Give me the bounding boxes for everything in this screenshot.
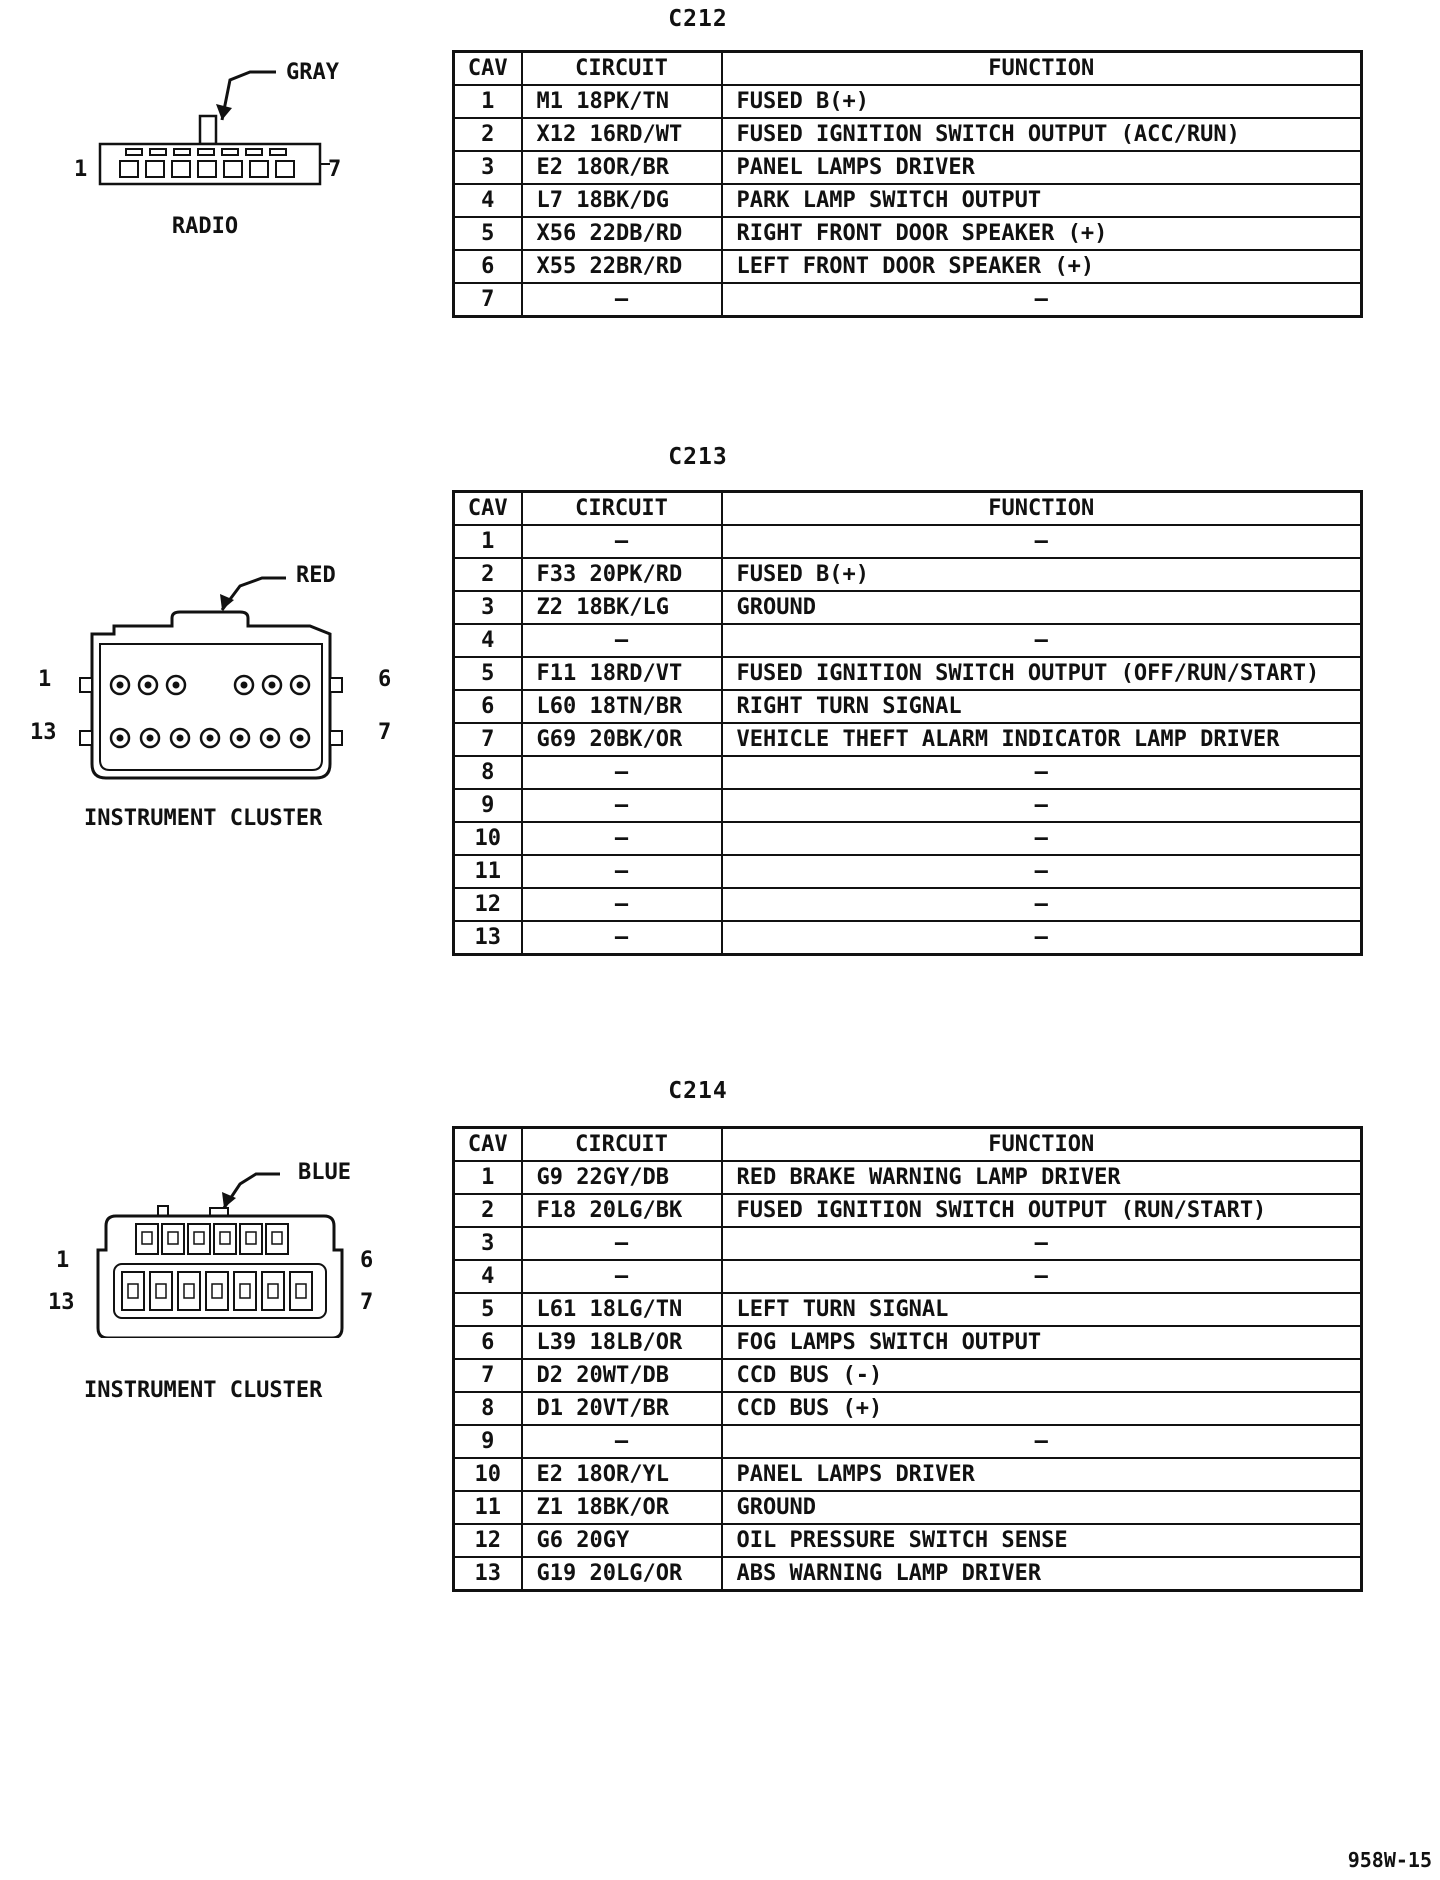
connector-title: C212 [668,6,728,32]
circuit-cell: Z2 18BK/LG [522,591,722,624]
function-cell: – [722,855,1362,888]
component-label: INSTRUMENT CLUSTER [84,1378,323,1403]
table-row [454,723,1362,756]
pin-number-top-left: 1 [56,1248,70,1273]
circuit-cell: E2 18OR/BR [522,151,722,184]
cluster-connector-blue-diagram [80,1158,370,1338]
document-code: 958W-15 [1347,1848,1432,1872]
table-row [454,1392,1362,1425]
connector-color-label: BLUE [298,1160,351,1185]
table-row [454,1260,1362,1293]
circuit-cell: M1 18PK/TN [522,85,722,118]
cav-cell: 7 [454,283,522,317]
function-cell: GROUND [722,1491,1362,1524]
table-row [454,1491,1362,1524]
function-cell: FOG LAMPS SWITCH OUTPUT [722,1326,1362,1359]
table-row [454,1524,1362,1557]
circuit-cell: – [522,921,722,955]
function-cell: – [722,283,1362,317]
cav-cell: 3 [454,591,522,624]
circuit-cell: – [522,283,722,317]
cav-cell: 7 [454,1359,522,1392]
function-header: FUNCTION [722,1128,1362,1162]
circuit-header: CIRCUIT [522,492,722,526]
circuit-cell: – [522,525,722,558]
function-cell: PANEL LAMPS DRIVER [722,1458,1362,1491]
circuit-cell: – [522,789,722,822]
circuit-cell: F33 20PK/RD [522,558,722,591]
table-row [454,525,1362,558]
pinout-table-c214 [452,1126,1363,1592]
function-cell: – [722,525,1362,558]
pinout-table-c212 [452,50,1363,318]
circuit-cell: G69 20BK/OR [522,723,722,756]
function-cell: LEFT TURN SIGNAL [722,1293,1362,1326]
cav-header: CAV [454,52,522,86]
function-cell: RED BRAKE WARNING LAMP DRIVER [722,1161,1362,1194]
table-row [454,184,1362,217]
cav-cell: 13 [454,921,522,955]
table-row [454,657,1362,690]
function-cell: FUSED IGNITION SWITCH OUTPUT (RUN/START) [722,1194,1362,1227]
table-row [454,1359,1362,1392]
circuit-cell: L60 18TN/BR [522,690,722,723]
cav-cell: 1 [454,525,522,558]
circuit-cell: – [522,756,722,789]
table-row [454,250,1362,283]
circuit-cell: – [522,1260,722,1293]
function-cell: FUSED B(+) [722,85,1362,118]
table-row [454,1425,1362,1458]
table-row [454,558,1362,591]
cav-cell: 13 [454,1557,522,1591]
connector-color-label: RED [296,563,336,588]
cav-cell: 4 [454,184,522,217]
cluster-connector-red-diagram [60,560,370,780]
table-row [454,855,1362,888]
table-row [454,1161,1362,1194]
function-cell: VEHICLE THEFT ALARM INDICATOR LAMP DRIVER [722,723,1362,756]
function-cell: GROUND [722,591,1362,624]
function-cell: OIL PRESSURE SWITCH SENSE [722,1524,1362,1557]
cav-cell: 7 [454,723,522,756]
table-header-row [454,1128,1362,1162]
circuit-cell: E2 18OR/YL [522,1458,722,1491]
function-cell: – [722,888,1362,921]
function-cell: PARK LAMP SWITCH OUTPUT [722,184,1362,217]
cav-cell: 9 [454,789,522,822]
table-row [454,1458,1362,1491]
circuit-cell: G9 22GY/DB [522,1161,722,1194]
circuit-cell: – [522,1425,722,1458]
function-cell: – [722,789,1362,822]
circuit-cell: L39 18LB/OR [522,1326,722,1359]
pin-number-bottom-right: 7 [360,1290,374,1315]
table-row [454,690,1362,723]
cav-cell: 6 [454,690,522,723]
circuit-cell: – [522,624,722,657]
table-row [454,789,1362,822]
function-cell: FUSED B(+) [722,558,1362,591]
table-row [454,591,1362,624]
table-row [454,756,1362,789]
circuit-cell: D2 20WT/DB [522,1359,722,1392]
function-header: FUNCTION [722,52,1362,86]
function-cell: RIGHT TURN SIGNAL [722,690,1362,723]
function-cell: CCD BUS (+) [722,1392,1362,1425]
connector-color-label: GRAY [286,60,339,85]
component-label: RADIO [171,214,239,239]
cav-cell: 5 [454,657,522,690]
circuit-cell: – [522,1227,722,1260]
table-row [454,624,1362,657]
table-row [454,118,1362,151]
pin-number-bottom-right: 7 [378,720,392,745]
cav-cell: 2 [454,558,522,591]
function-cell: ABS WARNING LAMP DRIVER [722,1557,1362,1591]
circuit-header: CIRCUIT [522,1128,722,1162]
connector-title: C213 [668,444,728,470]
table-row [454,888,1362,921]
cav-cell: 11 [454,1491,522,1524]
cav-cell: 1 [454,1161,522,1194]
function-cell: LEFT FRONT DOOR SPEAKER (+) [722,250,1362,283]
cav-cell: 8 [454,756,522,789]
function-cell: – [722,1260,1362,1293]
table-row [454,217,1362,250]
cav-cell: 5 [454,217,522,250]
circuit-cell: F11 18RD/VT [522,657,722,690]
pin-number-left: 1 [74,157,88,182]
table-row [454,1293,1362,1326]
table-row [454,921,1362,955]
circuit-cell: Z1 18BK/OR [522,1491,722,1524]
circuit-header: CIRCUIT [522,52,722,86]
circuit-cell: X56 22DB/RD [522,217,722,250]
function-cell: FUSED IGNITION SWITCH OUTPUT (ACC/RUN) [722,118,1362,151]
function-cell: FUSED IGNITION SWITCH OUTPUT (OFF/RUN/START) [722,657,1362,690]
table-row [454,85,1362,118]
component-label: INSTRUMENT CLUSTER [84,806,323,831]
table-row [454,822,1362,855]
function-cell: – [722,921,1362,955]
cav-cell: 12 [454,888,522,921]
function-cell: PANEL LAMPS DRIVER [722,151,1362,184]
cav-cell: 9 [454,1425,522,1458]
circuit-cell: – [522,822,722,855]
circuit-cell: G6 20GY [522,1524,722,1557]
circuit-cell: – [522,855,722,888]
pinout-table-c213 [452,490,1363,956]
cav-cell: 1 [454,85,522,118]
circuit-cell: X12 16RD/WT [522,118,722,151]
cav-cell: 12 [454,1524,522,1557]
cav-cell: 5 [454,1293,522,1326]
cav-cell: 2 [454,118,522,151]
cav-cell: 8 [454,1392,522,1425]
table-row [454,1194,1362,1227]
connector-title: C214 [668,1078,728,1104]
cav-cell: 11 [454,855,522,888]
cav-header: CAV [454,492,522,526]
circuit-cell: F18 20LG/BK [522,1194,722,1227]
pin-number-top-left: 1 [38,667,52,692]
function-cell: – [722,1227,1362,1260]
table-row [454,283,1362,317]
cav-header: CAV [454,1128,522,1162]
function-cell: CCD BUS (-) [722,1359,1362,1392]
cav-cell: 6 [454,1326,522,1359]
table-header-row [454,52,1362,86]
table-row [454,151,1362,184]
cav-cell: 4 [454,1260,522,1293]
circuit-cell: – [522,888,722,921]
function-cell: RIGHT FRONT DOOR SPEAKER (+) [722,217,1362,250]
table-row [454,1326,1362,1359]
function-cell: – [722,1425,1362,1458]
circuit-cell: L61 18LG/TN [522,1293,722,1326]
table-header-row [454,492,1362,526]
table-row [454,1227,1362,1260]
circuit-cell: D1 20VT/BR [522,1392,722,1425]
cav-cell: 3 [454,151,522,184]
function-header: FUNCTION [722,492,1362,526]
cav-cell: 10 [454,1458,522,1491]
cav-cell: 4 [454,624,522,657]
function-cell: – [722,624,1362,657]
function-cell: – [722,756,1362,789]
cav-cell: 6 [454,250,522,283]
cav-cell: 10 [454,822,522,855]
table-row [454,1557,1362,1591]
pin-number-bottom-left: 13 [48,1290,75,1315]
circuit-cell: L7 18BK/DG [522,184,722,217]
cav-cell: 2 [454,1194,522,1227]
pin-number-top-right: 6 [360,1248,374,1273]
circuit-cell: X55 22BR/RD [522,250,722,283]
pin-number-right: 7 [328,157,342,182]
function-cell: – [722,822,1362,855]
pin-number-top-right: 6 [378,667,392,692]
circuit-cell: G19 20LG/OR [522,1557,722,1591]
cav-cell: 3 [454,1227,522,1260]
pin-number-bottom-left: 13 [30,720,57,745]
